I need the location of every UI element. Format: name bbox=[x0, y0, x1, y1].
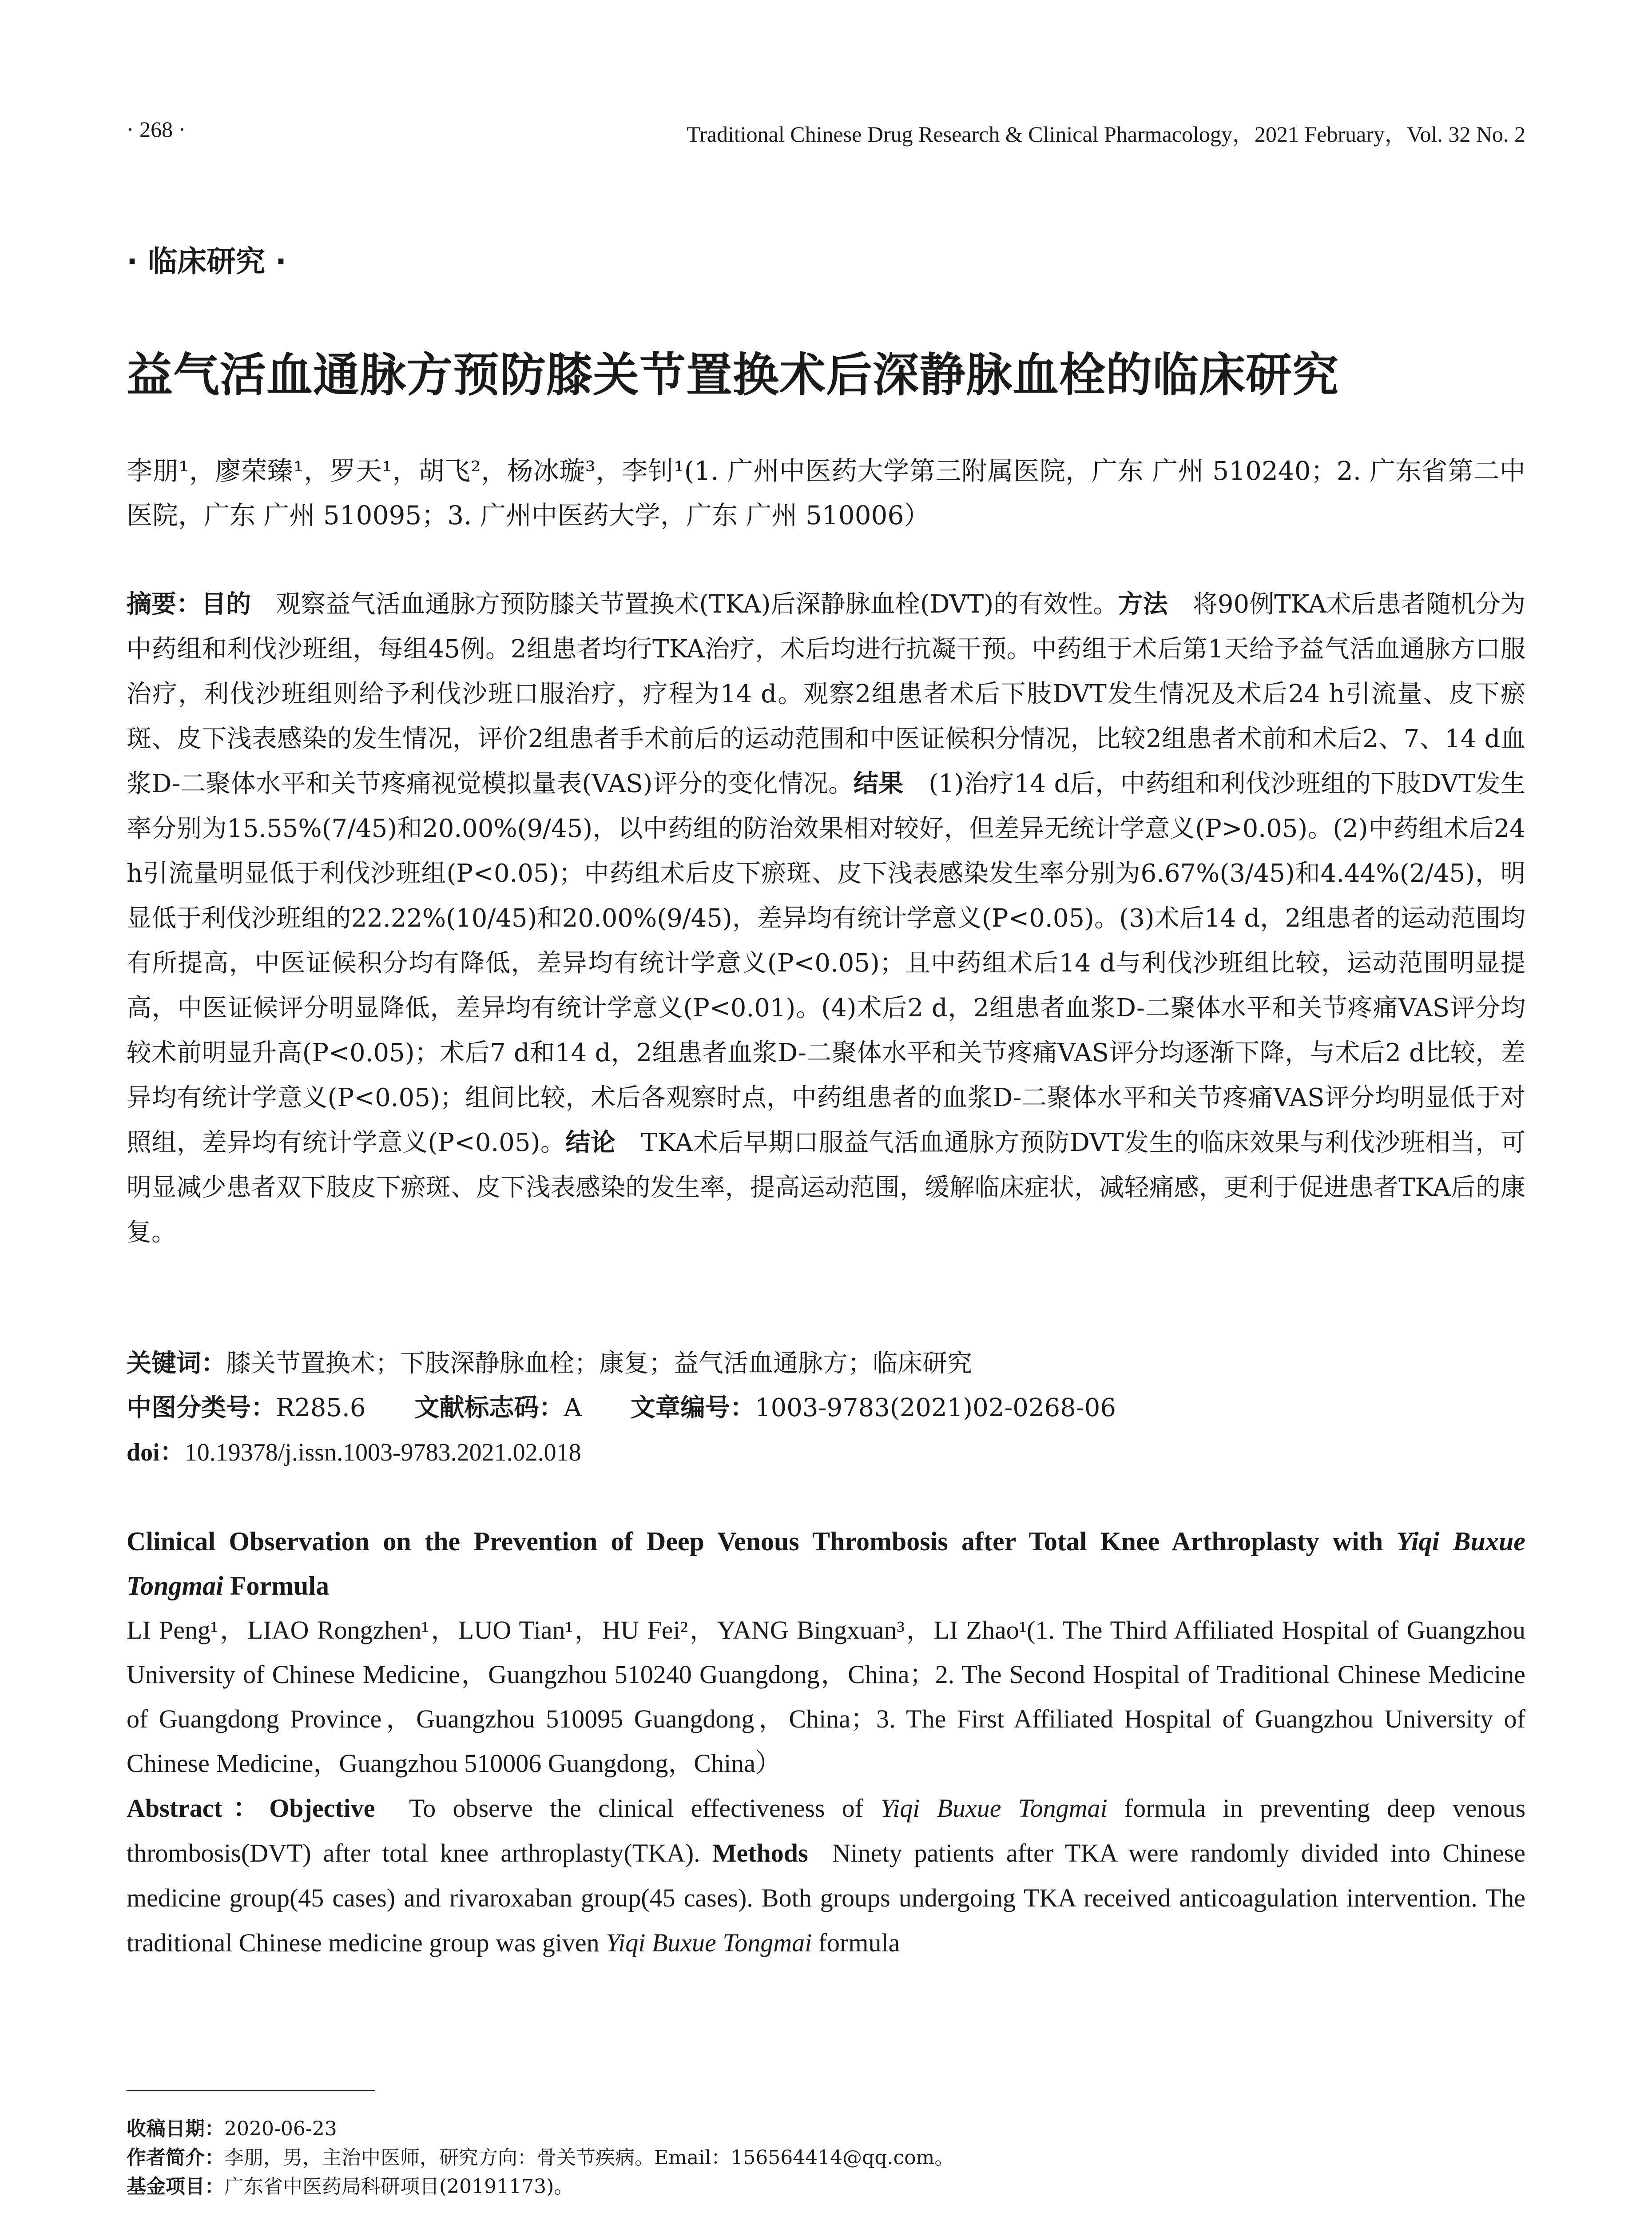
methods-english-text-1: Ninety patients after TKA were randomly divided into Chinese medicine group(45 cases) and rivaroxaban group(45 cases). Both groups undergoing TKA received anticoagulation intervention. The traditional Chinese medicine group was given bbox=[127, 1839, 1526, 1957]
journal-citation: Traditional Chinese Drug Research & Clinical Pharmacology，2021 February，Vol. 32 No. 2 bbox=[687, 122, 1525, 147]
footnote-fund bbox=[127, 2172, 1525, 2201]
clc-label: 中图分类号： bbox=[127, 1393, 276, 1422]
english-section bbox=[127, 1519, 1525, 1965]
article-number-value: 1003-9783(2021)02-0268-06 bbox=[755, 1393, 1116, 1422]
title-chinese: 益气活血通脉方预防膝关节置换术后深静脉血栓的临床研究 bbox=[127, 348, 1339, 402]
article-number-label: 文章编号： bbox=[630, 1393, 755, 1422]
author-info-label: 作者简介： bbox=[127, 2146, 224, 2169]
objective-english-label: Objective bbox=[269, 1794, 375, 1823]
conclusion-text: TKA术后早期口服益气活血通脉方预防DVT发生的临床效果与利伐沙班相当，可明显减少患者双下肢皮下瘀斑、皮下浅表感染的发生率，提高运动范围，缓解临床症状，减轻痛感，更利于促进患者TKA后的康复。 bbox=[127, 1128, 1526, 1247]
authors-english: LI Peng¹，LIAO Rongzhen¹，LUO Tian¹，HU Fei²，YANG Bingxuan³，LI Zhao¹(1. The Third Affiliated Hospital of Guangzhou University of Chinese Medicine，Guangzhou 510240 Guangdong，China；2. The Second Hospital of Traditional Chinese Medicine of Guangdong Province，Guangzhou 510095 Guangdong，China；3. The First Affiliated Hospital of Guangzhou University of Chinese Medicine，Guangzhou 510006 Guangdong，China） bbox=[127, 1616, 1525, 1778]
title-english bbox=[127, 1519, 1525, 1608]
authors-chinese: 李朋¹，廖荣臻¹，罗天¹，胡飞²，杨冰璇³，李钊¹(1. 广州中医药大学第三附属医院，广东 广州 510240；2. 广东省第二中医院，广东 广州 510095；3. 广州中医药大学，广东 广州 510006） bbox=[127, 456, 1525, 530]
doi-row bbox=[127, 1430, 1525, 1475]
methods-english-text-2: formula bbox=[812, 1928, 900, 1957]
footnote-divider bbox=[127, 2090, 375, 2091]
paper-page bbox=[127, 0, 1525, 2221]
objective-english-text-1: To observe the clinical effectiveness of bbox=[409, 1794, 881, 1823]
footnotes bbox=[127, 2114, 1525, 2201]
clc-value: R285.6 bbox=[276, 1393, 366, 1422]
objective-english-italic: Yiqi Buxue Tongmai bbox=[880, 1794, 1108, 1823]
article-metadata bbox=[127, 1341, 1525, 1475]
abstract-label: 摘要： bbox=[127, 590, 202, 619]
footnote-received bbox=[127, 2114, 1525, 2143]
keywords-value: 膝关节置换术；下肢深静脉血栓；康复；益气活血通脉方；临床研究 bbox=[226, 1349, 972, 1378]
doc-code-value: A bbox=[564, 1393, 582, 1422]
results-text: (1)治疗14 d后，中药组和利伐沙班组的下肢DVT发生率分别为15.55%(7/45)和20.00%(9/45)，以中药组的防治效果相对较好，但差异无统计学意义(P>0.05)。(2)中药组术后24 h引流量明显低于利伐沙班组(P<0.05)；中药组术后皮下瘀斑、皮下浅表感染发生率分别为6.67%(3/45)和4.44%(2/45)，明显低于利伐沙班组的22.22%(10/45)和20.00%(9/45)，差异均有统计学意义(P<0.05)。(3)术后14 d，2组患者的运动范围均有所提高，中医证候积分均有降低，差异均有统计学意义(P<0.05)；且中药组术后14 d与利伐沙班组比较，运动范围明显提高，中医证候评分明显降低，差异均有统计学意义(P<0.01)。(4)术后2 d，2组患者血浆D-二聚体水平和关节疼痛VAS评分均较术前明显升高(P<0.05)；术后7 d和14 d，2组患者血浆D-二聚体水平和关节疼痛VAS评分均逐渐下降，与术后2 d比较，差异均有统计学意义(P<0.05)；组间比较，术后各观察时点，中药组患者的血浆D-二聚体水平和关节疼痛VAS评分均明显低于对照组，差异均有统计学意义(P<0.05)。 bbox=[127, 769, 1526, 1157]
methods-label: 方法 bbox=[1118, 590, 1168, 619]
doi-value[interactable]: 10.19378/j.issn.1003-9783.2021.02.018 bbox=[184, 1439, 581, 1466]
doi-label: doi： bbox=[127, 1439, 185, 1466]
running-head bbox=[127, 116, 1525, 147]
objective-label: 目的 bbox=[201, 590, 251, 619]
methods-english-label: Methods bbox=[712, 1839, 808, 1867]
fund-value: 广东省中医药局科研项目(20191173)。 bbox=[224, 2175, 574, 2198]
fund-label: 基金项目： bbox=[127, 2175, 224, 2198]
page-number: · 268 · bbox=[127, 117, 186, 142]
footnote-author bbox=[127, 2143, 1525, 2172]
conclusion-label: 结论 bbox=[565, 1128, 616, 1157]
objective-english-text-2: formula in preventing deep venous thrombosis(DVT) after total knee arthroplasty(TKA). bbox=[127, 1794, 1526, 1867]
received-date: 2020-06-23 bbox=[224, 2118, 337, 2140]
author-info-value: 李朋，男，主治中医师，研究方向：骨关节疾病。Email：156564414@qq.com。 bbox=[224, 2146, 954, 2169]
doc-code-label: 文献标志码： bbox=[414, 1393, 564, 1422]
title-english-part1: Clinical Observation on the Prevention of Deep Venous Thrombosis after Total Knee Arthroplasty with bbox=[127, 1527, 1397, 1556]
abstract-chinese bbox=[127, 582, 1525, 1255]
keywords-row bbox=[127, 1341, 1525, 1386]
results-label: 结果 bbox=[853, 769, 904, 798]
methods-english-italic: Yiqi Buxue Tongmai bbox=[606, 1928, 812, 1957]
title-english-part2: Formula bbox=[223, 1571, 330, 1600]
keywords-label: 关键词： bbox=[127, 1349, 226, 1378]
received-label: 收稿日期： bbox=[127, 2118, 224, 2140]
objective-text: 观察益气活血通脉方预防膝关节置换术(TKA)后深静脉血栓(DVT)的有效性。 bbox=[276, 590, 1118, 619]
abstract-english bbox=[127, 1786, 1525, 1965]
abstract-english-label: Abstract： bbox=[127, 1794, 270, 1823]
section-tag: · 临床研究 · bbox=[127, 244, 287, 279]
title-english-italic: Yiqi Buxue Tongmai bbox=[127, 1527, 1525, 1600]
methods-text: 将90例TKA术后患者随机分为中药组和利伐沙班组，每组45例。2组患者均行TKA治疗，术后均进行抗凝干预。中药组于术后第1天给予益气活血通脉方口服治疗，利伐沙班组则给予利伐沙班口服治疗，疗程为14 d。观察2组患者术后下肢DVT发生情况及术后24 h引流量、皮下瘀斑、皮下浅表感染的发生情况，评价2组患者手术前后的运动范围和中医证候积分情况，比较2组患者术前和术后2、7、14 d血浆D-二聚体水平和关节疼痛视觉模拟量表(VAS)评分的变化情况。 bbox=[127, 590, 1526, 798]
classification-row bbox=[127, 1386, 1525, 1430]
